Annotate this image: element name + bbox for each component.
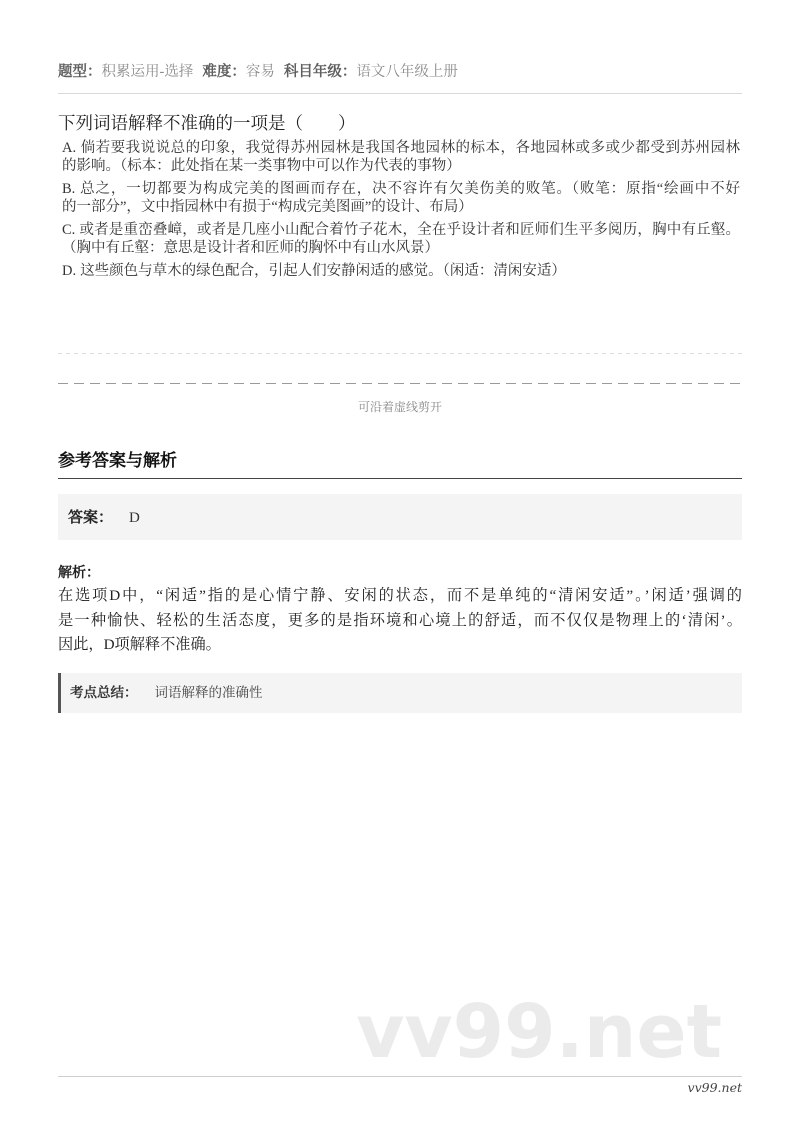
subject-grade-value: 语文八年级上册 <box>356 64 458 80</box>
subject-grade-label: 科目年级： <box>283 64 357 80</box>
cut-line <box>58 383 742 384</box>
option-a <box>62 139 740 175</box>
analysis-line: 在选项D中，“闲适”指的是心情宁静、安闲的状态，而不是单纯的“清闲安适”。’闲适’强调的 <box>58 587 742 604</box>
answer-label: 答案： <box>68 508 114 526</box>
cut-hint: 可沿着虚线剪开 <box>357 400 442 414</box>
option-line <box>62 180 740 198</box>
key-point-text: 词语解释的准确性 <box>154 685 263 700</box>
analysis-line: 因此，D项解释不准确。 <box>58 636 221 653</box>
option-text: 总之，一切都要为构成完美的图画而存在，决不容许有欠美伤美的败笔。（败笔：原指“绘画中不好 <box>79 181 740 197</box>
footer-divider <box>58 1076 742 1077</box>
option-b <box>62 180 740 216</box>
option-line: （胸中有丘壑：意思是设计者和匠师的胸怀中有山水风景） <box>62 240 439 256</box>
watermark: vv99.net <box>356 989 722 1075</box>
analysis-line: 是一种愉快、轻松的生活态度，更多的是指环境和心境上的舒适，而不仅仅是物理上的‘清闲’。 <box>58 611 742 629</box>
option-line <box>62 139 740 157</box>
footer-site: vv99.net <box>687 1080 742 1095</box>
answer-value: D <box>129 510 140 526</box>
analysis-paragraph <box>58 584 742 658</box>
answer-section-title: 参考答案与解析 <box>58 451 177 471</box>
dotted-separator <box>58 353 742 354</box>
option-text: 倘若要我说说总的印象，我觉得苏州园林是我国各地园林的标本，各地园林或多或少都受到苏州园林 <box>80 140 740 156</box>
key-point-box <box>58 673 742 713</box>
option-line: 的一部分”，文中指园林中有损于“构成完美图画”的设计、布局） <box>62 199 473 215</box>
difficulty-label: 难度： <box>202 64 246 80</box>
option-label: A. <box>62 140 77 156</box>
option-line <box>62 221 740 239</box>
options-list <box>62 139 740 285</box>
option-text: 或者是重峦叠嶂，或者是几座小山配合着竹子花木，全在乎设计者和匠师们生平多阅历，胸中有丘壑。 <box>79 222 740 238</box>
difficulty-value: 容易 <box>245 64 275 80</box>
header-divider <box>58 93 742 94</box>
question-stem: 下列词语解释不准确的一项是（ ） <box>58 113 356 133</box>
question-type-value: 积累运用-选择 <box>101 64 194 80</box>
meta-header <box>58 62 467 82</box>
option-label: C. <box>62 222 76 238</box>
option-c <box>62 221 740 257</box>
option-d <box>62 262 740 280</box>
analysis-label: 解析： <box>58 565 100 581</box>
key-point-label: 考点总结： <box>70 685 138 701</box>
answer-box <box>58 494 742 540</box>
question-type-label: 题型： <box>58 64 102 80</box>
option-text: 这些颜色与草木的绿色配合，引起人们安静闲适的感觉。（闲适：清闲安适） <box>80 263 566 279</box>
option-line: 的影响。（标本：此处指在某一类事物中可以作为代表的事物） <box>62 158 461 174</box>
answer-section-divider <box>58 478 742 479</box>
option-label: B. <box>62 181 76 197</box>
option-line <box>62 262 740 280</box>
option-label: D. <box>62 263 77 279</box>
